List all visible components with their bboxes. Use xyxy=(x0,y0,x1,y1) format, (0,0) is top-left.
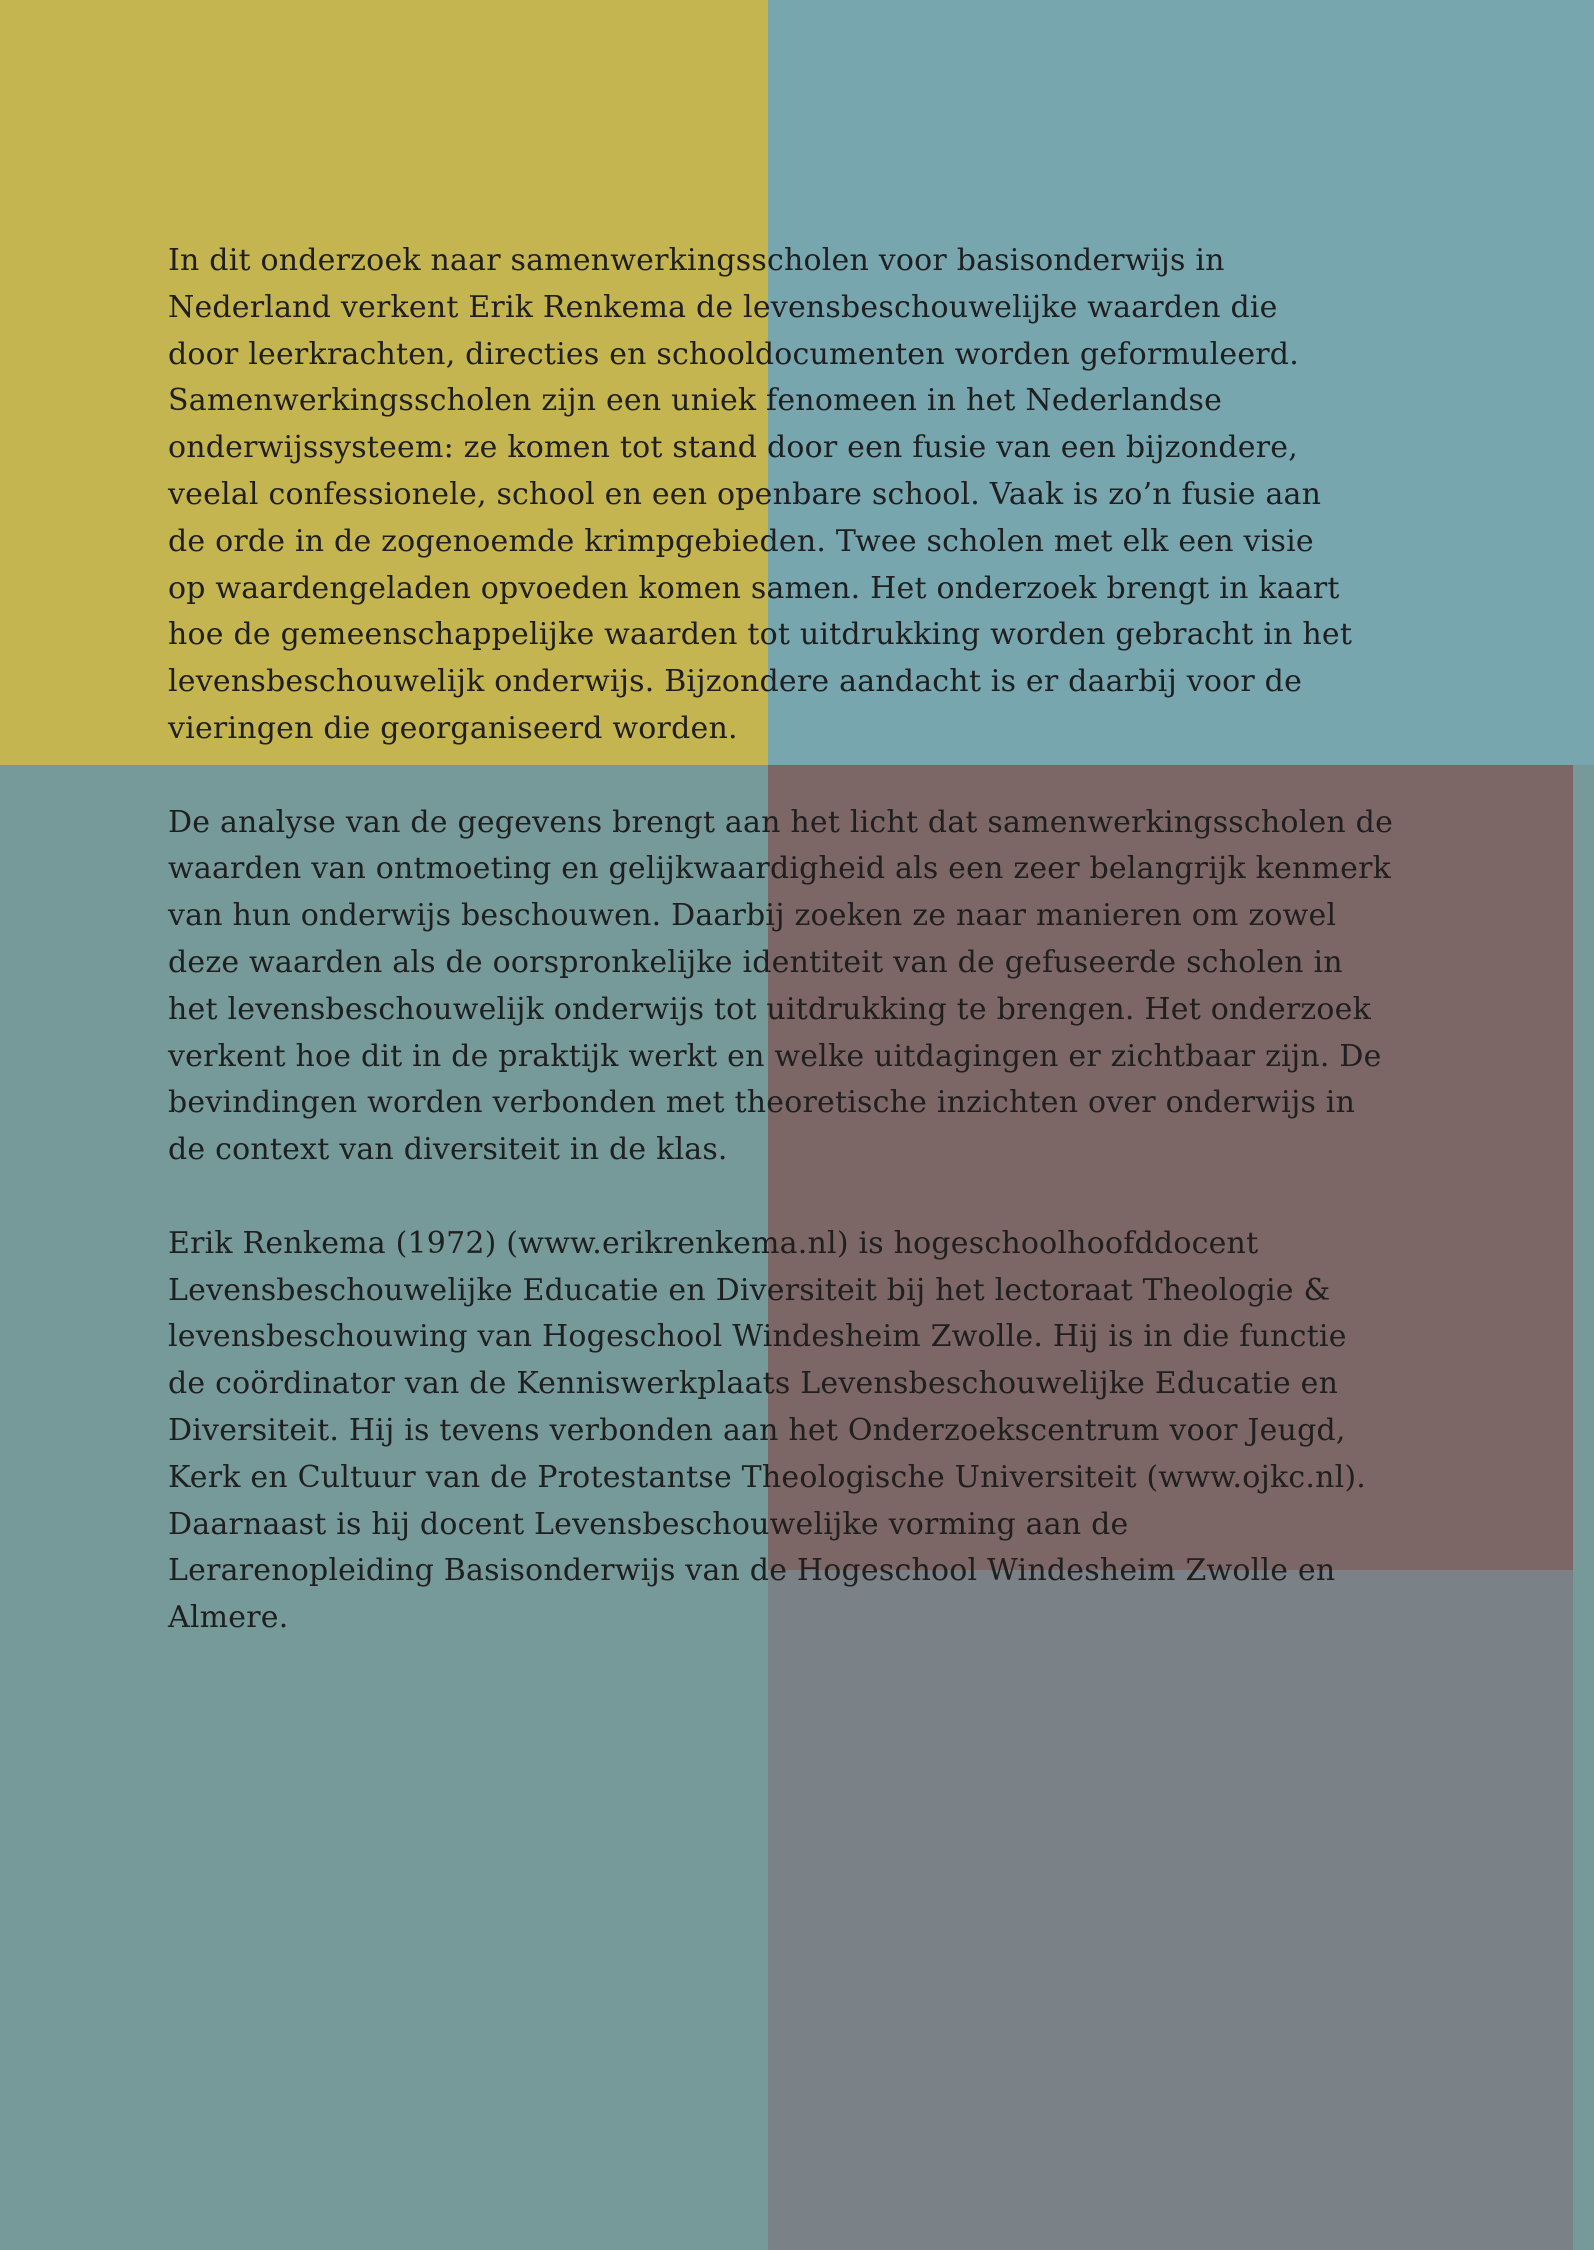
background-block-strip xyxy=(1573,765,1594,2250)
author-bio-paragraph: Erik Renkema (1972) (www.erikrenkema.nl) is hogeschoolhoofddocent Levensbeschouwelijke Educatie en Diversiteit bij het lectoraat Theologie & levensbeschouwing van Hogeschool Windesheim Zwolle. Hij is in die functie de coördinator van de Kenniswerkplaats Levensbeschouwelijke Educatie en Diversiteit. Hij is tevens verbonden aan het Onderzoekscentrum voor Jeugd, Kerk en Cultuur van de Protestantse Theologische Universiteit (www.ojkc.nl). Daarnaast is hij docent Levensbeschouwelijke vorming aan de Lerarenopleiding Basisonderwijs van de Hogeschool Windesheim Zwolle en Almere. xyxy=(168,1225,1367,1636)
summary-paragraph: In dit onderzoek naar samenwerkingsscholen voor basisonderwijs in Nederland verkent Erik Renkema de levensbeschouwelijke waarden die door leerkrachten, directies en schooldocumenten worden geformuleerd. Samenwerkingsscholen zijn een uniek fenomeen in het Nederlandse onderwijssysteem: ze komen tot stand door een fusie van een bijzondere, veelal confessionele, school en een openbare school. Vaak is zo’n fusie aan de orde in de zogenoemde krimpgebieden. Twee scholen met elk een visie op waardengeladen opvoeden komen samen. Het onderzoek brengt in kaart hoe de gemeenschappelijke waarden tot uitdrukking worden gebracht in het levensbeschouwelijk onderwijs. Bijzondere aandacht is er daarbij voor de vieringen die georganiseerd worden. xyxy=(168,243,1353,746)
analysis-paragraph: De analyse van de gegevens brengt aan het licht dat samenwerkingsscholen de waarden van ontmoeting en gelijkwaardigheid als een zeer belangrijk kenmerk van hun onderwijs beschouwen. Daarbij zoeken ze naar manieren om zowel deze waarden als de oorspronkelijke identiteit van de gefuseerde scholen in het levensbeschouwelijk onderwijs tot uitdrukking te brengen. Het onderzoek verkent hoe dit in de praktijk werkt en welke uitdagingen er zichtbaar zijn. De bevindingen worden verbonden met theoretische inzichten over onderwijs in de context van diversiteit in de klas. xyxy=(168,804,1394,1168)
back-cover-text xyxy=(168,238,1468,1689)
